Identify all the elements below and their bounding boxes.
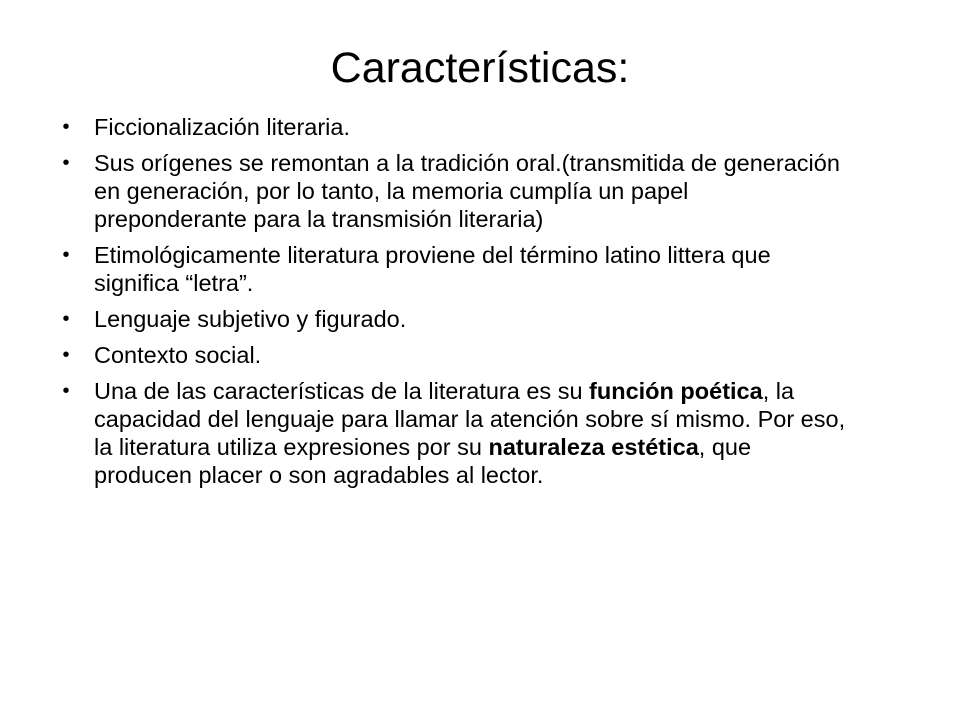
bullet-text-segment: Lenguaje subjetivo y figurado. <box>94 306 407 332</box>
bullet-text-segment: Ficcionalización literaria. <box>94 114 350 140</box>
bullet-item <box>56 113 846 141</box>
bullet-item <box>56 149 846 233</box>
bullet-item <box>56 305 846 333</box>
bullet-text-bold: función poética <box>589 378 763 404</box>
bullet-item <box>56 241 846 297</box>
bullet-dot-icon: • <box>62 152 70 174</box>
bullet-text <box>94 150 840 232</box>
bullet-item <box>56 377 846 489</box>
bullet-item <box>56 341 846 369</box>
slide-title: Características: <box>330 44 630 92</box>
bullet-text <box>94 114 350 140</box>
bullet-dot-icon: • <box>62 344 70 366</box>
bullet-text <box>94 306 406 332</box>
bullet-text-bold: naturaleza estética <box>488 434 699 460</box>
bullet-dot-icon: • <box>62 244 70 266</box>
bullet-text-segment: , que producen placer o son agradables al lector. <box>94 434 752 488</box>
bullet-text <box>94 242 771 296</box>
bullet-dot-icon: • <box>62 116 70 138</box>
bullet-text <box>94 378 845 488</box>
bullet-list <box>56 113 846 497</box>
bullet-dot-icon: • <box>62 380 70 402</box>
bullet-text <box>94 342 261 368</box>
bullet-text-segment: Sus orígenes se remontan a la tradición oral.(transmitida de generación en generación, por lo tanto, la memoria cumplía un papel preponderante para la transmisión literaria) <box>94 150 840 232</box>
bullet-text-segment: , la capacidad del lenguaje para llamar la atención sobre sí mismo. Por eso, la literatura utiliza expresiones por su <box>94 378 846 460</box>
bullet-text-segment: Etimológicamente literatura proviene del término latino littera que significa “letra”. <box>94 242 771 296</box>
bullet-dot-icon: • <box>62 308 70 330</box>
bullet-text-segment: Una de las características de la literatura es su <box>94 378 590 404</box>
bullet-text-segment: Contexto social. <box>94 342 262 368</box>
